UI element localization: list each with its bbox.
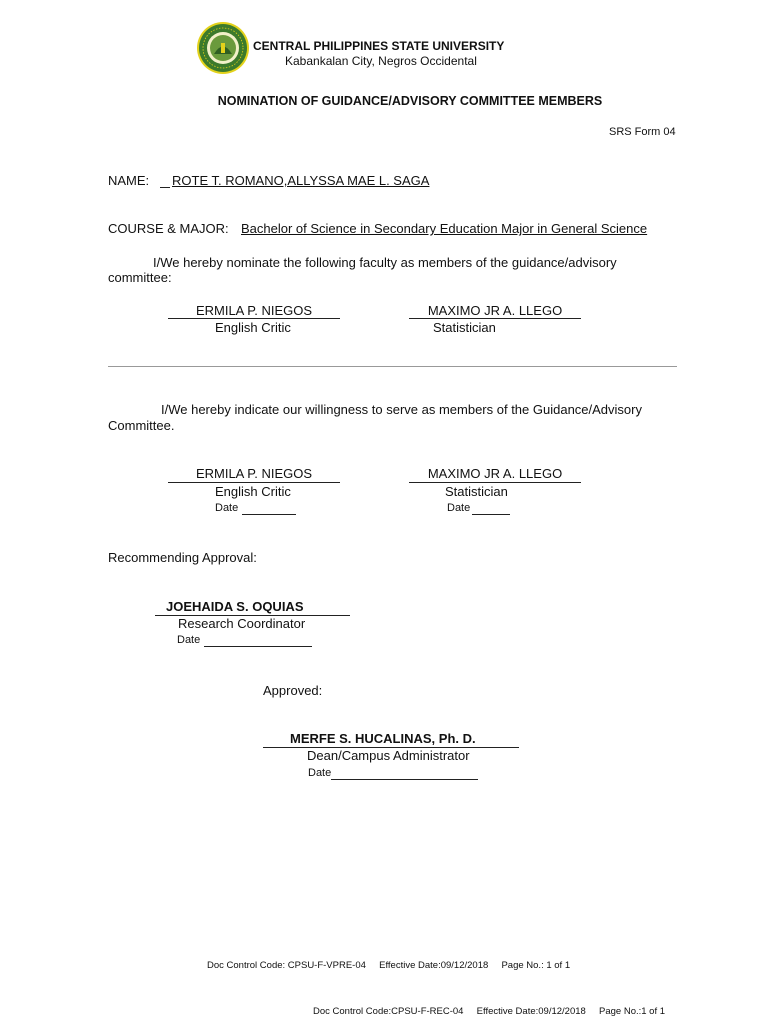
nominee-role-2: Statistician xyxy=(433,320,496,335)
signer-date-label-2: Date xyxy=(447,502,471,514)
signer-name-1: ERMILA P. NIEGOS xyxy=(195,466,313,481)
name-value: ROTE T. ROMANO,ALLYSSA MAE L. SAGA xyxy=(172,173,430,188)
signer-name-2: MAXIMO JR A. LLEGO xyxy=(427,466,563,481)
footer-doc-control-1: Doc Control Code: CPSU-F-VPRE-04 Effective Date:09/12/2018 Page No.: 1 of 1 xyxy=(207,960,571,971)
form-code: SRS Form 04 xyxy=(609,126,676,138)
recommending-date-line xyxy=(204,646,312,647)
signer-date-line-2 xyxy=(472,514,510,515)
course-label: COURSE & MAJOR: xyxy=(108,221,229,236)
university-location: Kabankalan City, Negros Occidental xyxy=(285,54,477,68)
signer-2-line xyxy=(409,482,581,483)
signer-date-line-1 xyxy=(242,514,296,515)
nominate-text-line1: I/We hereby nominate the following faculty as members of the guidance/advisory xyxy=(153,255,617,270)
recommending-label: Recommending Approval: xyxy=(108,550,257,565)
approved-date-line xyxy=(331,779,478,780)
signer-date-label-1: Date xyxy=(215,502,239,514)
recommending-date-label: Date xyxy=(177,634,201,646)
approved-label: Approved: xyxy=(263,683,323,698)
university-seal-logo xyxy=(196,21,250,75)
approved-name: MERFE S. HUCALINAS, Ph. D. xyxy=(290,731,476,746)
signer-role-1: English Critic xyxy=(215,484,291,499)
approved-date-label: Date xyxy=(308,767,332,779)
signer-role-2: Statistician xyxy=(445,484,508,499)
nominate-text-line2: committee: xyxy=(108,270,172,285)
nominee-role-1: English Critic xyxy=(215,320,291,335)
nominee-name-1: ERMILA P. NIEGOS xyxy=(195,303,313,318)
nominee-2-line xyxy=(409,318,581,319)
name-label: NAME: xyxy=(108,173,150,188)
approved-role: Dean/Campus Administrator xyxy=(307,748,470,763)
section-divider xyxy=(108,366,677,367)
name-underline-prefix xyxy=(160,187,170,188)
willing-text-line1: I/We hereby indicate our willingness to serve as members of the Guidance/Advisory xyxy=(161,402,642,417)
recommending-role: Research Coordinator xyxy=(178,616,306,631)
course-value: Bachelor of Science in Secondary Education Major in General Science xyxy=(241,221,648,236)
footer-doc-control-2: Doc Control Code:CPSU-F-REC-04 Effective Date:09/12/2018 Page No.:1 of 1 xyxy=(313,1006,666,1017)
university-name: CENTRAL PHILIPPINES STATE UNIVERSITY xyxy=(253,39,505,53)
signer-1-line xyxy=(168,482,340,483)
nominee-name-2: MAXIMO JR A. LLEGO xyxy=(427,303,563,318)
willing-text-line2: Committee. xyxy=(108,418,175,433)
recommending-name: JOEHAIDA S. OQUIAS xyxy=(166,599,304,614)
nominee-1-line xyxy=(168,318,340,319)
form-title: NOMINATION OF GUIDANCE/ADVISORY COMMITTEE MEMBERS xyxy=(217,94,603,108)
